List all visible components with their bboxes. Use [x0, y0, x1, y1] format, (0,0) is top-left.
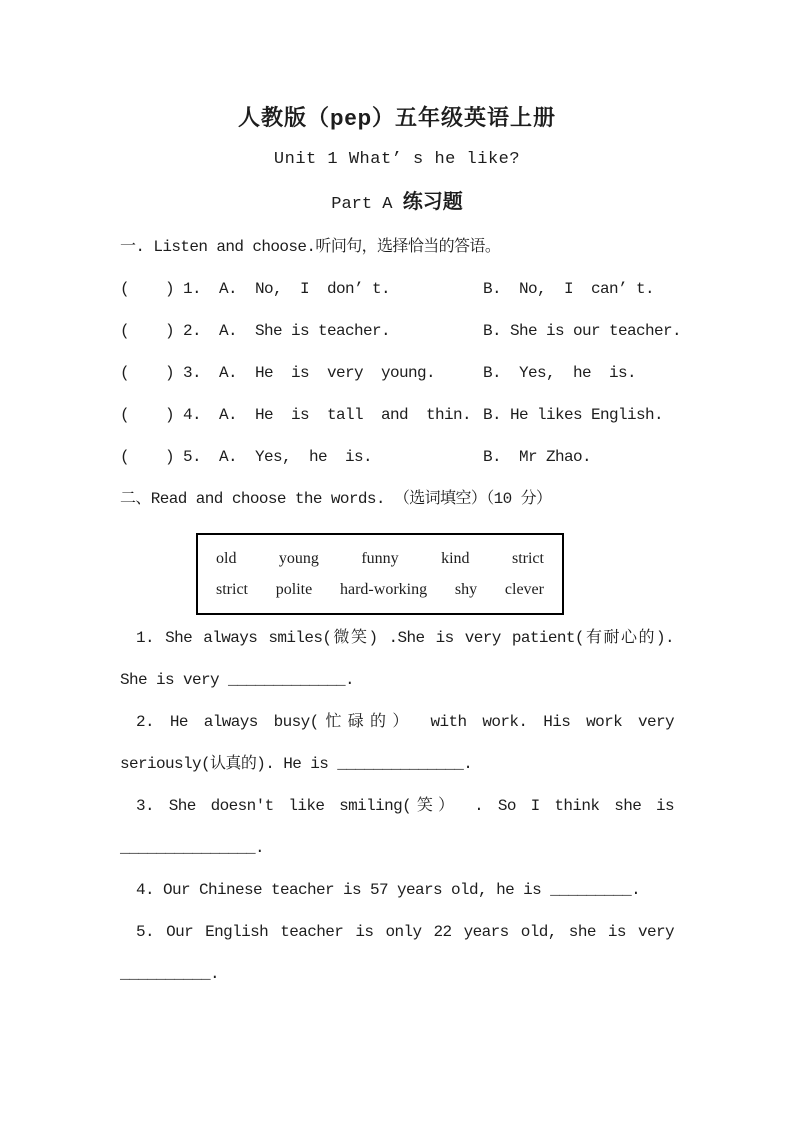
- question-3-line-2: _______________.: [120, 839, 265, 857]
- choice-2-option-a: ( ) 2. A. She is teacher.: [120, 322, 391, 340]
- choice-1-option-a: ( ) 1. A. No, I don’ t.: [120, 280, 391, 298]
- word-item: polite: [275, 581, 313, 598]
- choice-4-option-b: B. He likes English.: [483, 406, 664, 424]
- choice-4-option-a: ( ) 4. A. He is tall and thin.: [120, 406, 472, 424]
- word-item: funny: [361, 550, 399, 567]
- choice-5-option-b: B. Mr Zhao.: [483, 448, 592, 466]
- choice-3-option-a: ( ) 3. A. He is very young.: [120, 364, 436, 382]
- choice-3-option-b: B. Yes, he is.: [483, 364, 637, 382]
- choice-row-1: [120, 268, 674, 310]
- question-1-line-1: 1. She always smiles(微笑) .She is very patient(有耐心的).: [136, 629, 674, 647]
- section-one-heading: 一. Listen and choose.听问句，选择恰当的答语。: [120, 238, 501, 256]
- title-block: [120, 97, 674, 226]
- word-item: old: [216, 550, 237, 567]
- unit-title: Unit 1 What’ s he like?: [273, 150, 521, 169]
- choice-row-2: [120, 310, 682, 352]
- choice-row-4: [120, 394, 674, 436]
- question-2-line-1: 2. He always busy(忙碌的） with work. His work very: [136, 713, 674, 731]
- question-1-line-2: She is very _____________.: [120, 671, 355, 689]
- word-item: clever: [504, 581, 544, 598]
- word-item: shy: [454, 581, 478, 598]
- word-item: hard-working: [340, 581, 428, 598]
- choice-2-option-b: B. She is our teacher.: [483, 322, 682, 340]
- word-item: strict: [511, 550, 544, 567]
- word-item: young: [278, 550, 319, 567]
- question-5-line-1: 5. Our English teacher is only 22 years old, she is very: [136, 923, 674, 941]
- choice-row-3: [120, 352, 674, 394]
- question-5-line-2: __________.: [120, 965, 220, 983]
- word-bank-row-2: [216, 574, 544, 605]
- question-3-line-1: 3. She doesn't like smiling(笑） . So I think she is: [136, 797, 674, 815]
- word-item: strict: [216, 581, 248, 598]
- part-title-chinese: 练习题: [402, 191, 463, 213]
- word-bank-box: [196, 533, 564, 615]
- question-2-line-2: seriously(认真的). He is ______________.: [120, 755, 473, 773]
- question-4-line-1: 4. Our Chinese teacher is 57 years old, he is _________.: [136, 881, 641, 899]
- choice-1-option-b: B. No, I can’ t.: [483, 280, 655, 298]
- part-title-english: Part A: [331, 195, 403, 214]
- word-bank-row-1: [216, 543, 544, 574]
- choice-5-option-a: ( ) 5. A. Yes, he is.: [120, 448, 373, 466]
- worksheet-body: [120, 226, 682, 995]
- choice-row-5: [120, 436, 674, 478]
- book-title: 人教版（pep）五年级英语上册: [237, 105, 557, 130]
- part-title: [120, 181, 674, 226]
- word-item: kind: [441, 550, 470, 567]
- section-two-heading: 二、Read and choose the words. （选词填空）（10 分）: [120, 490, 552, 508]
